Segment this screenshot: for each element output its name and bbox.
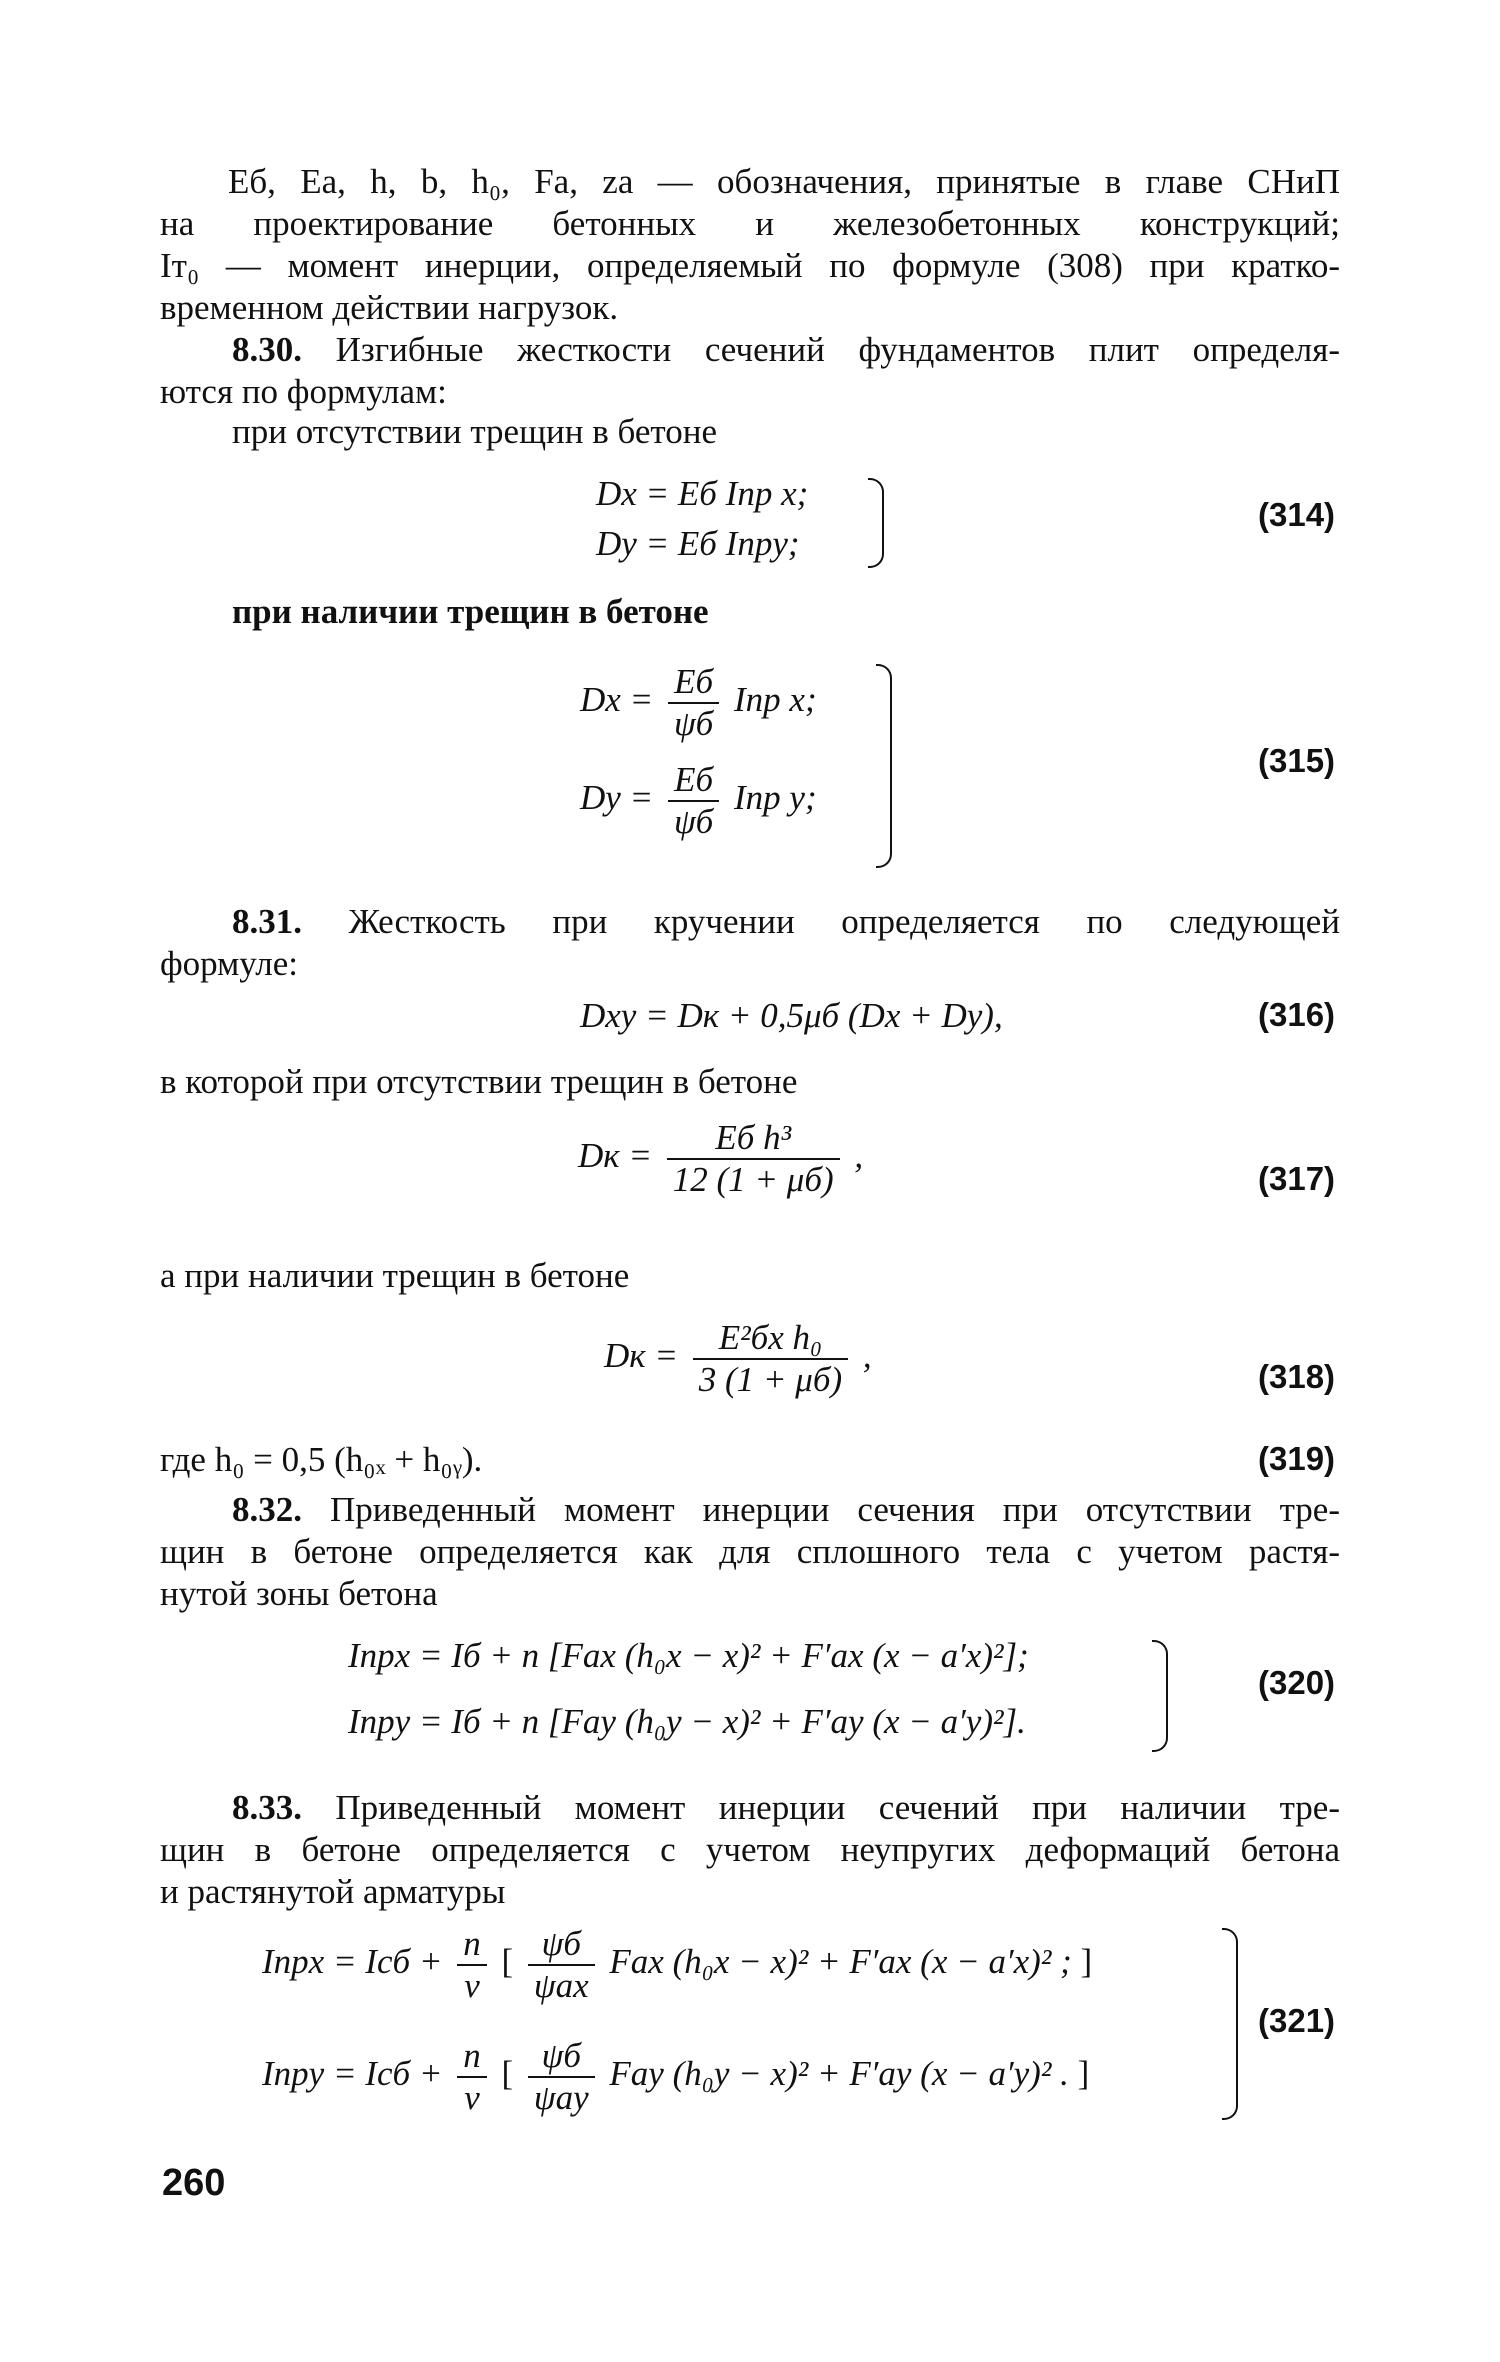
section-830-line-2: ются по формулам: — [160, 372, 447, 411]
equation-320b: Iпрy = Iб + n [Fаy (h₀y − x)² + F′аy (x − a′y)²]. — [348, 1702, 1026, 1741]
section-831-line-1: 8.31. Жесткость при кручении определяется по следующей — [232, 902, 1340, 941]
intro-line-1: Eб, Eа, h, b, h₀, Fа, zа — обозначения, принятые в главе СНиП — [228, 162, 1340, 201]
equation-317: Dк = $\frac{\text{Eб h³}}{12 (1 + \mu б)}$ , — [578, 1118, 864, 1199]
equation-316: Dxy = Dк + 0,5μб (Dx + Dy), — [580, 996, 1003, 1035]
section-830-number: 8.30. — [232, 330, 302, 369]
equation-321a: Iпрx = Icб + $\frac{n}{\nu}$ [ $\frac{\psi б}{\text{ψаx}}$ Fаx (h₀x − x)² + F′аx (x − a′x)² ; ] — [262, 1924, 1093, 2005]
equation-314-brace — [868, 478, 884, 568]
intro-line-3: Iт₀ — момент инерции, определяемый по формуле (308) при кратко- — [160, 246, 1340, 285]
equation-number-320: (320) — [1258, 1664, 1336, 1701]
section-831-number: 8.31. — [232, 902, 302, 941]
equation-320a: Iпрx = Iб + n [Fаx (h₀x − x)² + F′аx (x − a′x)²]; — [348, 1636, 1029, 1675]
section-832-line-2: щин в бетоне определяется как для сплошного тела с учетом растя- — [160, 1532, 1340, 1571]
section-830-line-3: при отсутствии трещин в бетоне — [232, 412, 718, 451]
section-833-line-1: 8.33. Приведенный момент инерции сечений при наличии тре- — [232, 1788, 1340, 1827]
section-831-line-3: в которой при отсутствии трещин в бетоне — [160, 1062, 798, 1101]
section-833-line-2: щин в бетоне определяется с учетом неупругих деформаций бетона — [160, 1830, 1340, 1869]
equation-number-314: (314) — [1258, 496, 1336, 533]
section-832-line-1: 8.32. Приведенный момент инерции сечения при отсутствии тре- — [232, 1490, 1340, 1529]
page-number: 260 — [162, 2162, 226, 2204]
section-830-line-1: 8.30. Изгибные жесткости сечений фундаментов плит определя- — [232, 330, 1340, 369]
equation-314a: Dx = Eб Iпр x; — [596, 474, 809, 513]
equation-318: Dк = $\frac{\text{E²бx h₀}}{3 (1 + \mu б)}$ , — [604, 1318, 872, 1399]
intro-line-2: на проектирование бетонных и железобетонных конструкций; — [160, 204, 1340, 243]
equation-321-brace — [1222, 1928, 1238, 2120]
equation-number-318: (318) — [1258, 1358, 1336, 1395]
section-831-where: где h₀ = 0,5 (h₀ₓ + h₀ᵧ). — [160, 1440, 483, 1479]
equation-number-319: (319) — [1258, 1440, 1336, 1477]
equation-320-brace — [1152, 1640, 1168, 1752]
section-831-line-4: а при наличии трещин в бетоне — [160, 1256, 630, 1295]
equation-314b: Dy = Eб Iпрy; — [596, 524, 800, 563]
equation-315b: Dy = $\frac{Eб}{\psi б}$ Iпр y; — [580, 760, 817, 841]
section-832-line-3: нутой зоны бетона — [160, 1574, 438, 1613]
equation-number-321: (321) — [1258, 2002, 1336, 2039]
equation-number-316: (316) — [1258, 996, 1336, 1033]
section-830-line-4: при наличии трещин в бетоне — [232, 592, 709, 631]
equation-321b: Iпрy = Icб + $\frac{n}{\nu}$ [ $\frac{\psi б}{\text{ψаy}}$ Fаy (h₀y − x)² + F′аy (x − a′y)² . ] — [262, 2036, 1090, 2117]
equation-315-brace — [876, 664, 892, 868]
equation-number-315: (315) — [1258, 742, 1336, 779]
section-833-number: 8.33. — [232, 1788, 302, 1827]
section-831-line-2: формуле: — [160, 944, 298, 983]
section-832-number: 8.32. — [232, 1490, 302, 1529]
equation-315a: Dx = $\frac{Eб}{\psi б}$ Iпр x; — [580, 662, 817, 743]
section-833-line-3: и растянутой арматуры — [160, 1872, 506, 1911]
equation-number-317: (317) — [1258, 1160, 1336, 1197]
intro-line-4: временном действии нагрузок. — [160, 288, 619, 327]
